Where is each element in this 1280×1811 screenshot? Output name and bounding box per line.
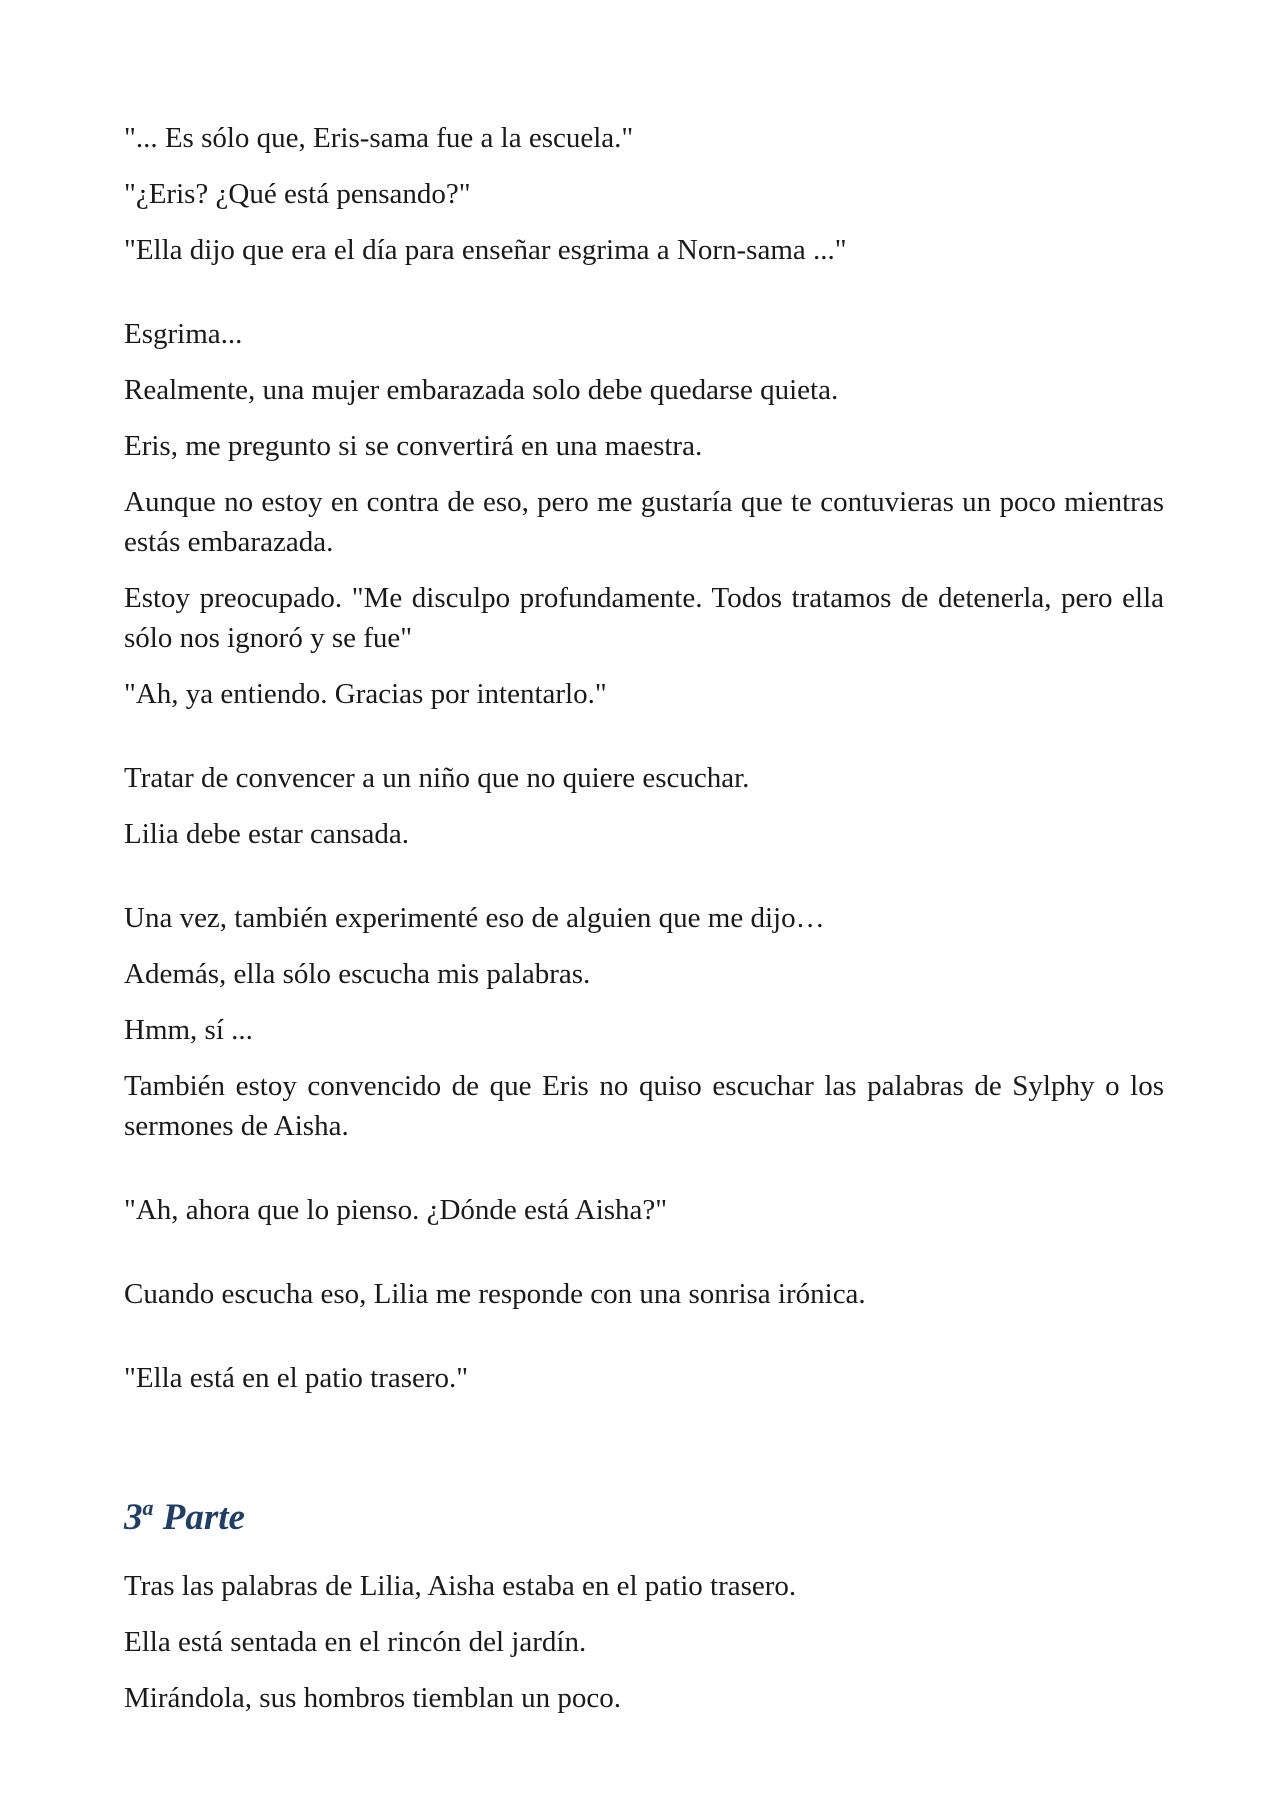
paragraph: Realmente, una mujer embarazada solo debe quedarse quieta.: [124, 374, 839, 406]
paragraph: Una vez, también experimenté eso de alguien que me dijo…: [124, 902, 825, 934]
paragraph: "... Es sólo que, Eris-sama fue a la escuela.": [124, 122, 634, 154]
paragraph: Estoy preocupado. "Me disculpo profundamente. Todos tratamos de detenerla, pero ella sólo nos ignoró y se fue": [124, 582, 1164, 654]
paragraph: Mirándola, sus hombros tiemblan un poco.: [124, 1682, 621, 1714]
paragraph: "Ella está en el patio trasero.": [124, 1362, 469, 1394]
paragraph: Aunque no estoy en contra de eso, pero me gustaría que te contuvieras un poco mientras estás embarazada.: [124, 486, 1164, 558]
paragraph: "¿Eris? ¿Qué está pensando?": [124, 178, 471, 210]
document-page: [124, 118, 1164, 1734]
paragraph: También estoy convencido de que Eris no quiso escuchar las palabras de Sylphy o los sermones de Aisha.: [124, 1070, 1164, 1142]
section-number: 3: [124, 1497, 143, 1538]
paragraph: Eris, me pregunto si se convertirá en una maestra.: [124, 430, 703, 462]
paragraph: "Ah, ahora que lo pienso. ¿Dónde está Aisha?": [124, 1194, 668, 1226]
paragraph: Tras las palabras de Lilia, Aisha estaba en el patio trasero.: [124, 1570, 797, 1602]
paragraph: Lilia debe estar cansada.: [124, 818, 410, 850]
section-title: Parte: [162, 1497, 245, 1538]
paragraph: "Ella dijo que era el día para enseñar esgrima a Norn-sama ...": [124, 234, 847, 266]
paragraph: Cuando escucha eso, Lilia me responde con una sonrisa irónica.: [124, 1278, 866, 1310]
section-ordinal: a: [142, 1495, 154, 1520]
paragraph: "Ah, ya entiendo. Gracias por intentarlo.": [124, 678, 607, 710]
section-heading: [124, 1496, 1164, 1540]
paragraph: Ella está sentada en el rincón del jardín.: [124, 1626, 587, 1658]
paragraph: Tratar de convencer a un niño que no quiere escuchar.: [124, 762, 750, 794]
paragraph: Hmm, sí ...: [124, 1014, 253, 1046]
paragraph: Esgrima...: [124, 318, 243, 350]
paragraph: Además, ella sólo escucha mis palabras.: [124, 958, 591, 990]
